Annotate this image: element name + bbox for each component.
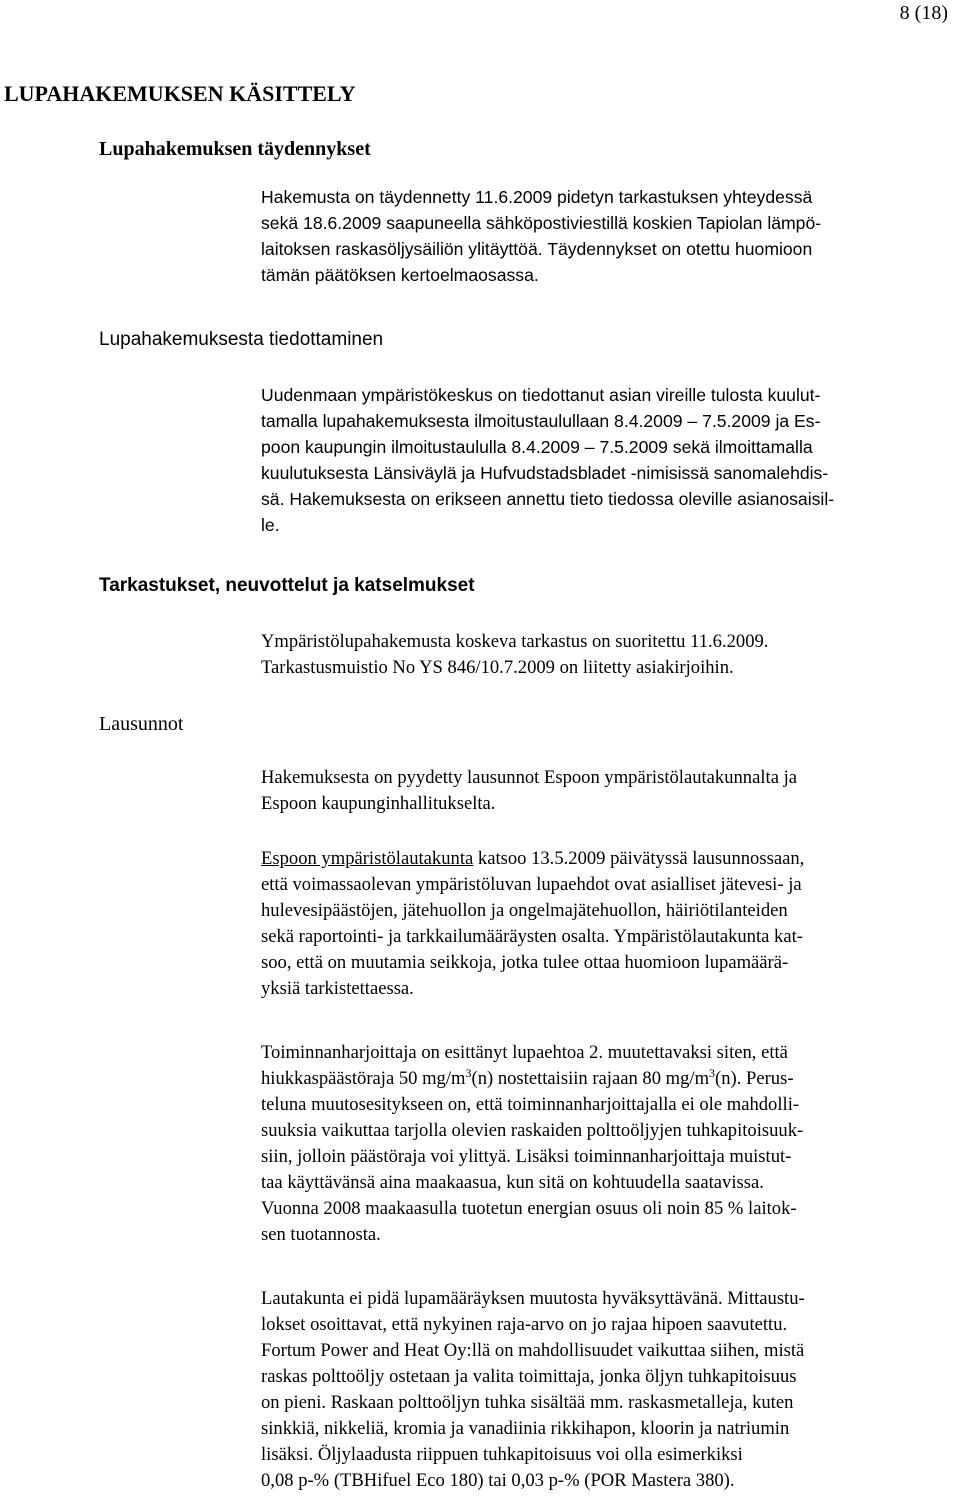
text-line: teluna muutosesitykseen on, että toiminnanharjoittajalla ei ole mahdolli- bbox=[261, 1094, 800, 1115]
text-run: (n) nostettaisiin rajaan 80 mg/m bbox=[471, 1068, 710, 1089]
paragraph-lausunnot-2 bbox=[261, 846, 955, 1002]
text-line: Espoon kaupunginhallitukselta. bbox=[261, 793, 496, 814]
text-line: siin, jolloin päästöraja voi ylittyä. Lisäksi toiminnanharjoittaja muistut- bbox=[261, 1146, 792, 1167]
text-line: että voimassaolevan ympäristöluvan lupaehdot ovat asialliset jätevesi- ja bbox=[261, 874, 802, 895]
text-line: yksiä tarkistettaessa. bbox=[261, 978, 414, 999]
text-line: hulevesipäästöjen, jätehuollon ja ongelmajätehuollon, häiriötilanteiden bbox=[261, 900, 788, 921]
paragraph-tarkastukset bbox=[261, 629, 955, 681]
text-line: taa käyttävänsä aina maakaasua, kun sitä on kohtuudella saatavissa. bbox=[261, 1172, 764, 1193]
text-line: lisäksi. Öljylaadusta riippuen tuhkapitoisuus voi olla esimerkiksi bbox=[261, 1444, 743, 1465]
text-run: hiukkaspäästöraja 50 mg/m bbox=[261, 1068, 466, 1089]
text-run: (n). Perus- bbox=[715, 1068, 794, 1089]
section-heading-lausunnot: Lausunnot bbox=[99, 713, 184, 735]
text-line: Hakemusta on täydennetty 11.6.2009 pidetyn tarkastuksen yhteydessä bbox=[261, 187, 813, 207]
text-line: Vuonna 2008 maakaasulla tuotetun energian osuus oli noin 85 % laitok- bbox=[261, 1198, 797, 1219]
text-run: katsoo 13.5.2009 päivätyssä lausunnossaan, bbox=[473, 848, 805, 869]
page-title: LUPAHAKEMUKSEN KÄSITTELY bbox=[4, 81, 356, 106]
section-heading-tarkastukset: Tarkastukset, neuvottelut ja katselmukset bbox=[99, 575, 475, 596]
text-line: poon kaupungin ilmoitustaululla 8.4.2009 – 7.5.2009 sekä ilmoittamalla bbox=[261, 437, 813, 457]
text-line: Fortum Power and Heat Oy:llä on mahdollisuudet vaikuttaa siihen, mistä bbox=[261, 1340, 805, 1361]
text-line: sen tuotannosta. bbox=[261, 1224, 381, 1245]
paragraph-taydennykset bbox=[261, 184, 955, 288]
text-line: Tarkastusmuistio No YS 846/10.7.2009 on liitetty asiakirjoihin. bbox=[261, 657, 734, 678]
section-heading-tiedottaminen: Lupahakemuksesta tiedottaminen bbox=[99, 329, 384, 350]
text-line: tämän päätöksen kertoelmaosassa. bbox=[261, 265, 539, 285]
text-line: on pieni. Raskaan polttoöljyn tuhka sisältää mm. raskasmetalleja, kuten bbox=[261, 1392, 794, 1413]
text-line: lokset osoittavat, että nykyinen raja-arvo on jo rajaa hipoen saavutettu. bbox=[261, 1314, 788, 1335]
text-line: Hakemuksesta on pyydetty lausunnot Espoon ympäristölautakunnalta ja bbox=[261, 767, 798, 788]
text-line bbox=[261, 1066, 955, 1092]
paragraph-lausunnot-3 bbox=[261, 1040, 955, 1248]
text-line: soo, että on muutamia seikkoja, jotka tulee ottaa huomioon lupamäärä- bbox=[261, 952, 789, 973]
text-line: laitoksen raskasöljysäiliön ylitäyttöä. Täydennykset on otettu huomioon bbox=[261, 239, 813, 259]
superscript: 3 bbox=[465, 1065, 472, 1080]
text-line: raskas polttoöljy ostetaan ja valita toimittaja, jonka öljyn tuhkapitoisuus bbox=[261, 1366, 797, 1387]
text-line: Ympäristölupahakemusta koskeva tarkastus on suoritettu 11.6.2009. bbox=[261, 631, 769, 652]
underlined-authority: Espoon ympäristölautakunta bbox=[261, 848, 474, 869]
section-heading-taydennykset: Lupahakemuksen täydennykset bbox=[99, 138, 371, 160]
text-line: sinkkiä, nikkeliä, kromia ja vanadiinia rikkihapon, kloorin ja natriumin bbox=[261, 1418, 790, 1439]
text-line bbox=[261, 846, 955, 872]
text-line: tamalla lupahakemuksesta ilmoitustaulullaan 8.4.2009 – 7.5.2009 ja Es- bbox=[261, 411, 821, 431]
page-number: 8 (18) bbox=[899, 2, 948, 24]
paragraph-lausunnot-4 bbox=[261, 1286, 955, 1494]
text-line: le. bbox=[261, 515, 280, 535]
text-line: kuulutuksesta Länsiväylä ja Hufvudstadsbladet -nimisissä sanomalehdis- bbox=[261, 463, 829, 483]
text-line: suuksia vaikuttaa tarjolla olevien raskaiden polttoöljyjen tuhkapitoisuuk- bbox=[261, 1120, 804, 1141]
paragraph-tiedottaminen bbox=[261, 382, 955, 538]
text-line: Uudenmaan ympäristökeskus on tiedottanut asian vireille tulosta kuulut- bbox=[261, 385, 821, 405]
text-line: sekä raportointi- ja tarkkailumääräysten osalta. Ympäristölautakunta kat- bbox=[261, 926, 803, 947]
text-line: sekä 18.6.2009 saapuneella sähköpostiviestillä koskien Tapiolan lämpö- bbox=[261, 213, 822, 233]
paragraph-lausunnot-1 bbox=[261, 765, 955, 817]
superscript: 3 bbox=[709, 1065, 716, 1080]
text-line: sä. Hakemuksesta on erikseen annettu tieto tiedossa oleville asianosaisil- bbox=[261, 489, 835, 509]
text-line: Toiminnanharjoittaja on esittänyt lupaehtoa 2. muutettavaksi siten, että bbox=[261, 1042, 788, 1063]
text-line: 0,08 p-% (TBHifuel Eco 180) tai 0,03 p-% (POR Mastera 380). bbox=[261, 1470, 735, 1491]
text-line: Lautakunta ei pidä lupamääräyksen muutosta hyväksyttävänä. Mittaustu- bbox=[261, 1288, 805, 1309]
